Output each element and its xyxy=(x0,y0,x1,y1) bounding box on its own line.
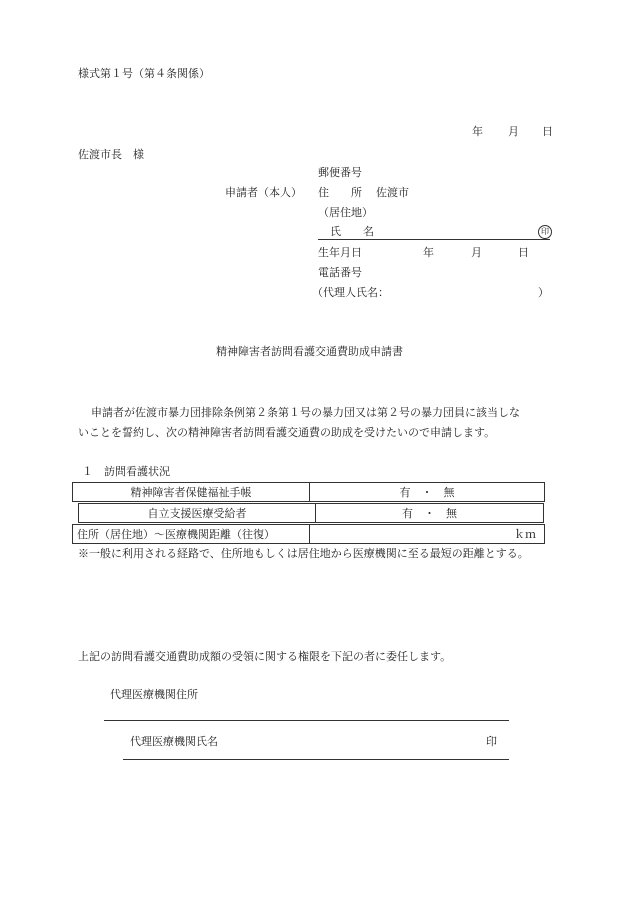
visit-status-table-row-2 xyxy=(78,503,544,523)
birthdate-month: 月 xyxy=(471,246,482,259)
section-heading: １ 訪問看護状況 xyxy=(82,465,170,478)
agency-name-underline xyxy=(123,759,509,760)
row-label: 住所（居住地）～医療機関距離（往復） xyxy=(73,525,310,544)
agency-name-label: 代理医療機関氏名 xyxy=(130,735,218,748)
row-label: 精神障害者保健福祉手帳 xyxy=(73,483,310,502)
table-row xyxy=(73,525,545,544)
birthdate-year: 年 xyxy=(423,246,434,259)
birthdate-day: 日 xyxy=(518,246,529,259)
agency-seal-mark: 印 xyxy=(486,735,497,748)
name-underline xyxy=(318,239,550,240)
postal-code-label: 郵便番号 xyxy=(318,166,362,179)
residence-label: （居住地） xyxy=(318,206,373,219)
table-row xyxy=(73,483,545,502)
date-year: 年 xyxy=(472,125,483,138)
distance-note: ※一般に利用される経路で、住所地もしくは居住地から医療機関に至る最短の距離とする。 xyxy=(78,547,529,560)
date-day: 日 xyxy=(542,125,553,138)
agent-name-close: ） xyxy=(538,286,549,299)
document-title: 精神障害者訪問看護交通費助成申請書 xyxy=(216,345,403,358)
pledge-line-2: いことを誓約し、次の精神障害者訪問看護交通費の助成を受けたいので申請します。 xyxy=(78,426,496,439)
row-value[interactable]: 有 ・ 無 xyxy=(316,504,544,523)
address-label: 住 所 xyxy=(318,186,362,199)
agent-name-label: （代理人氏名： xyxy=(312,286,389,299)
delegation-statement: 上記の訪問看護交通費助成額の受領に関する権限を下記の者に委任します。 xyxy=(78,650,452,663)
applicant-role-label: 申請者（本人） xyxy=(225,186,302,199)
pledge-line-1: 申請者が佐渡市暴力団排除条例第２条第１号の暴力団又は第２号の暴力団員に該当しな xyxy=(91,406,520,419)
name-label: 氏 名 xyxy=(330,225,374,238)
row-label: 自立支援医療受給者 xyxy=(79,504,316,523)
address-value: 佐渡市 xyxy=(376,186,409,199)
table-row xyxy=(79,504,544,523)
phone-label: 電話番号 xyxy=(318,266,362,279)
addressee: 佐渡市長 様 xyxy=(78,148,144,161)
row-value[interactable]: ｋｍ xyxy=(310,525,545,544)
visit-status-table-row-1 xyxy=(72,482,545,502)
row-value[interactable]: 有 ・ 無 xyxy=(310,483,545,502)
agency-address-label: 代理医療機関住所 xyxy=(110,688,198,701)
agency-address-underline xyxy=(104,720,509,721)
form-number: 様式第１号（第４条関係） xyxy=(78,67,210,80)
date-month: 月 xyxy=(508,125,519,138)
visit-status-table-row-3 xyxy=(72,524,545,544)
birthdate-label: 生年月日 xyxy=(318,246,362,259)
seal-stamp: 印 xyxy=(538,225,552,239)
